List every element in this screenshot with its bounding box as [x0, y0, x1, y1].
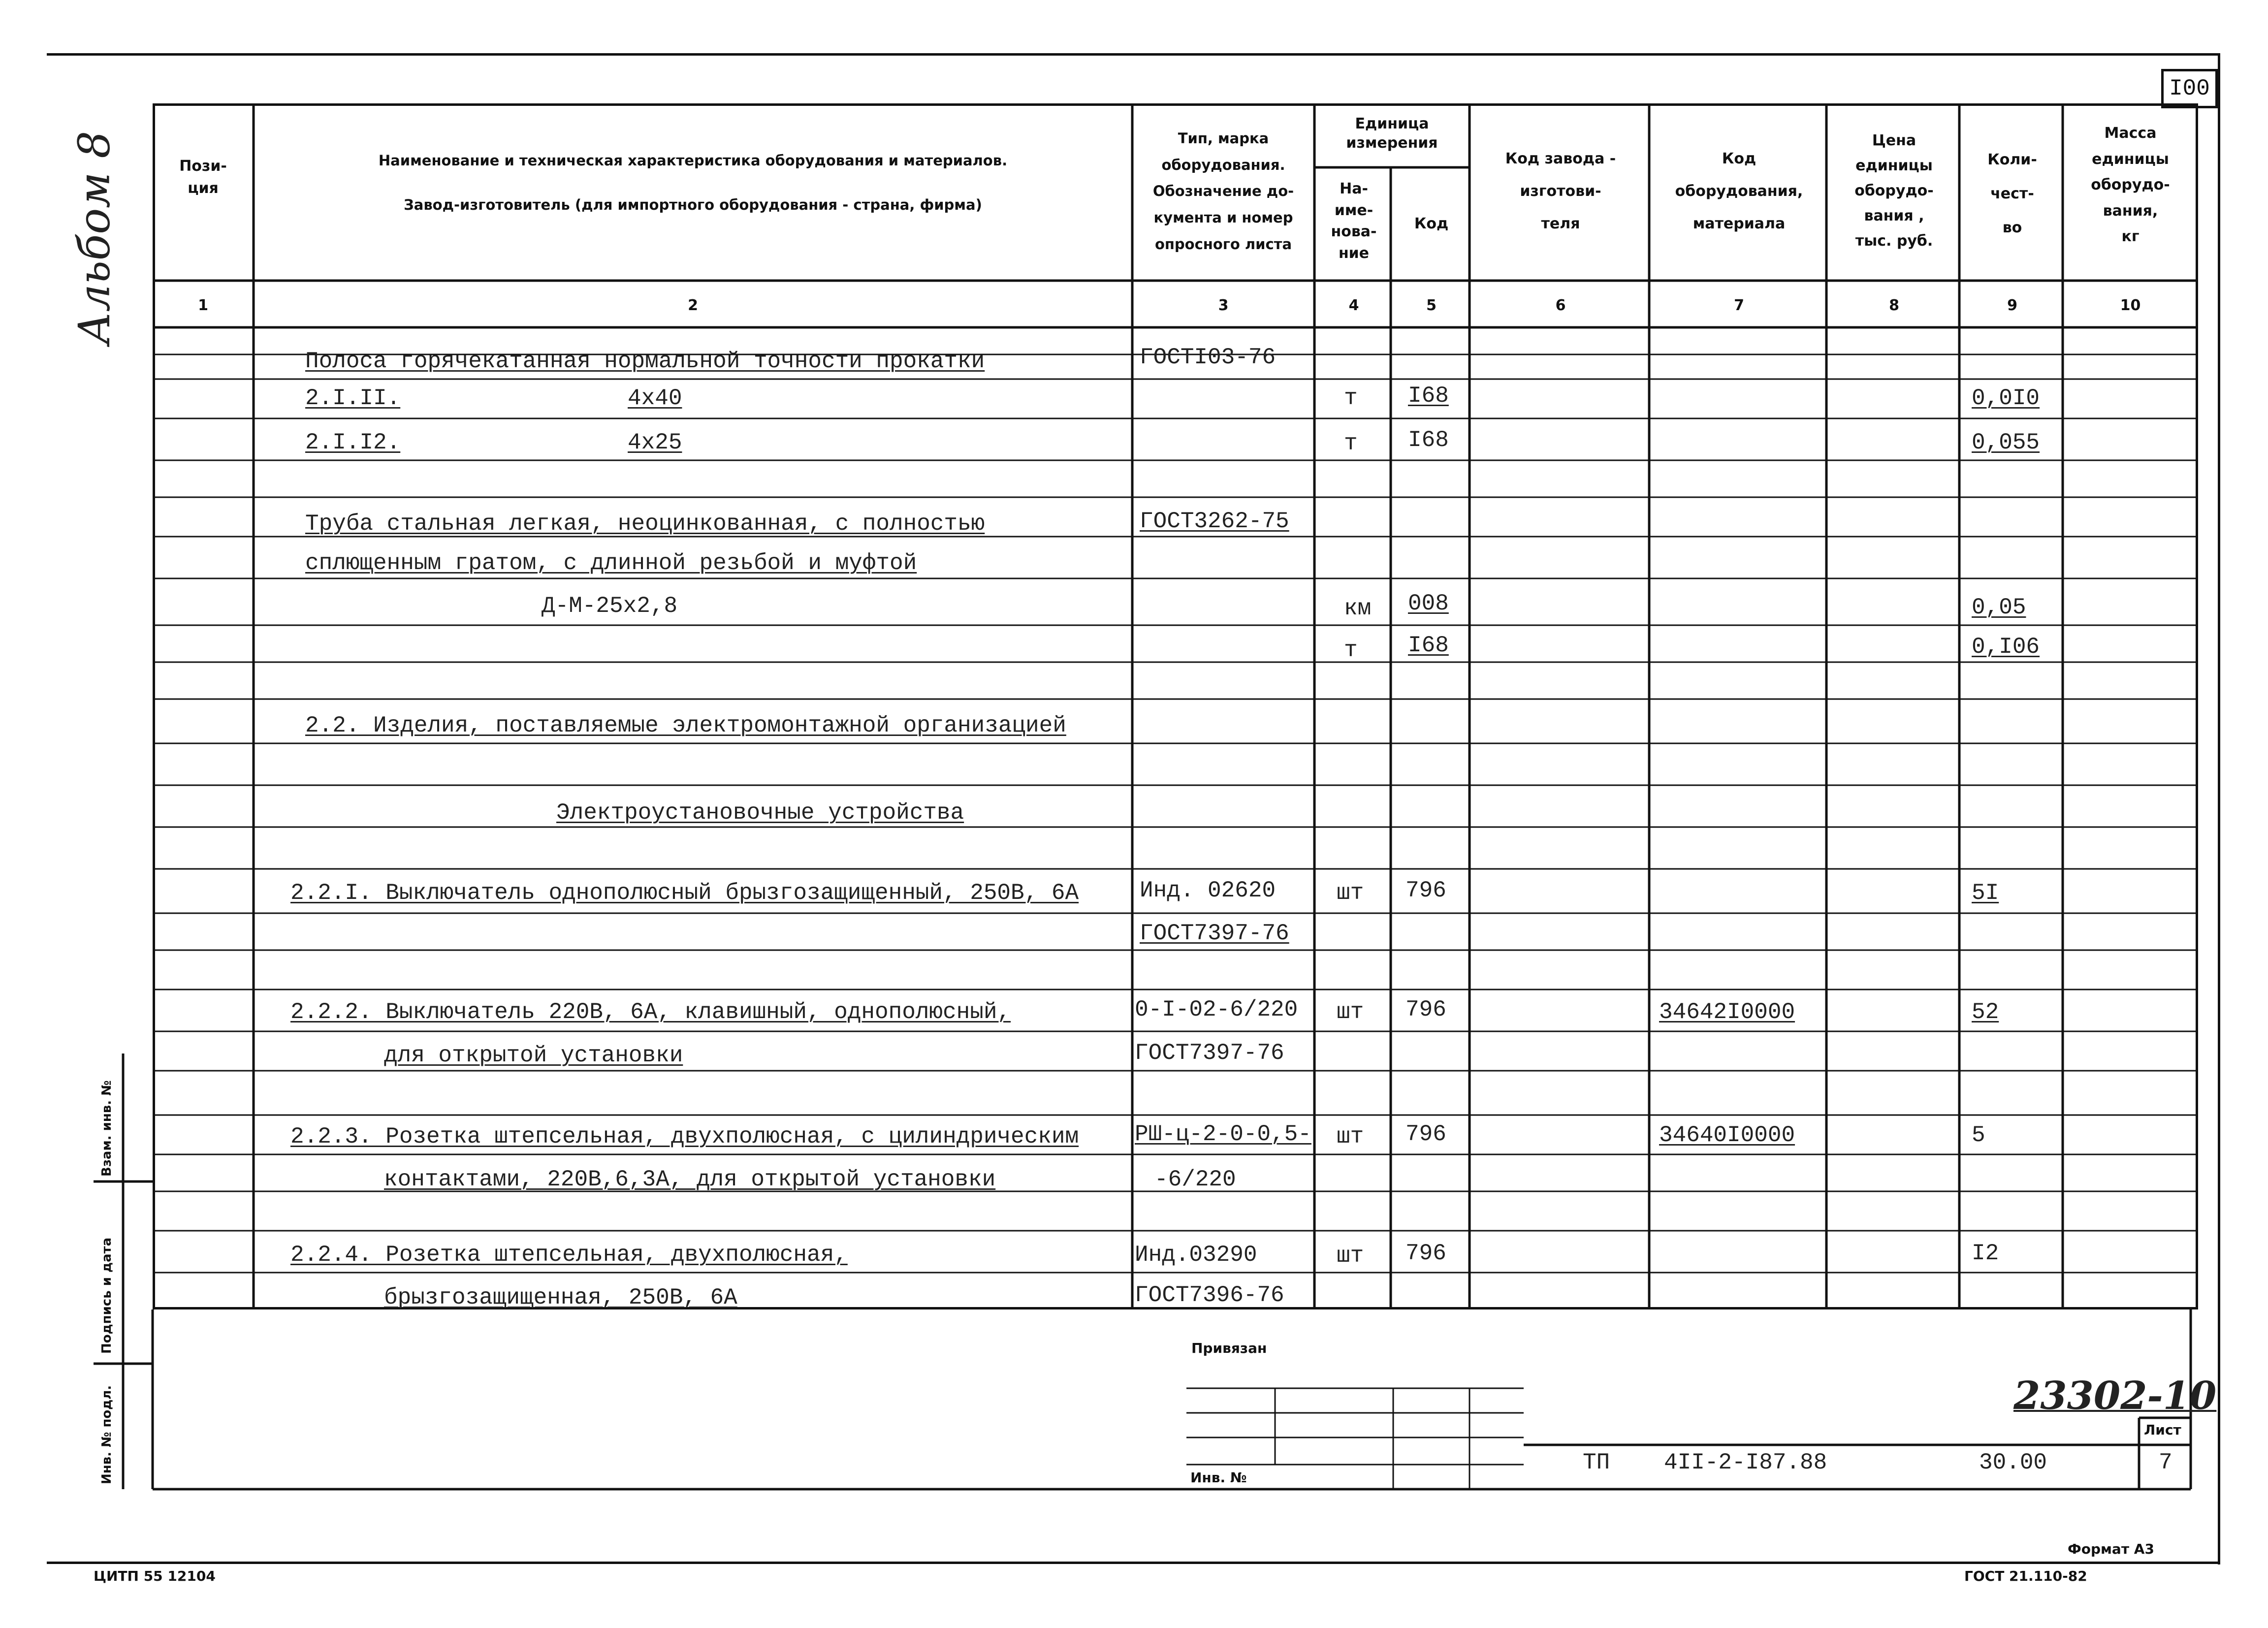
- row-unit: т: [1344, 638, 1358, 663]
- row-quantity: 5I: [1972, 880, 1999, 906]
- row-unit: т: [1344, 431, 1358, 456]
- row-name: 2.2.I. Выключатель однополюсный брызгозащищенный, 250В, 6А: [290, 880, 1079, 906]
- row-name: брызгозащищенная, 250В, 6А: [384, 1285, 737, 1310]
- section-heading: 2.2. Изделия, поставляемые электромонтажной организацией: [305, 713, 1066, 738]
- col-num-7: 7: [1734, 297, 1744, 314]
- row-unit: шт: [1337, 880, 1364, 906]
- row-quantity: 5: [1972, 1122, 1985, 1148]
- row-unit-code: 008: [1408, 591, 1449, 616]
- row-type: ГОСТ3262-75: [1140, 509, 1289, 534]
- row-quantity: 0,055: [1972, 430, 2040, 455]
- col-num-1: 1: [198, 297, 208, 314]
- row-unit: км: [1344, 596, 1372, 621]
- col-num-3: 3: [1218, 297, 1229, 314]
- row-name: 2.2.2. Выключатель 220В, 6А, клавишный, однополюсный,: [290, 999, 1011, 1025]
- row-type: Инд.03290: [1135, 1242, 1257, 1268]
- row-name: Д-М-25x2,8: [542, 593, 678, 619]
- row-equipment-code: 34642I0000: [1659, 999, 1795, 1025]
- header-factory-code: Код завода - изготови- теля: [1505, 150, 1616, 232]
- row-quantity: 0,I06: [1972, 634, 2040, 660]
- side-label-podpis: Подпись и дата: [99, 1237, 114, 1354]
- row-unit-code: I68: [1408, 633, 1449, 658]
- row-name: для открытой установки: [384, 1043, 683, 1068]
- header-name-line2: Завод-изготовитель (для импортного оборудования - страна, фирма): [404, 196, 982, 213]
- album-note: Альбом 8: [69, 130, 120, 345]
- format-label: Формат А3: [2068, 1541, 2154, 1557]
- row-quantity: I2: [1972, 1241, 1999, 1266]
- stamp-inv-label: Инв. №: [1190, 1469, 1247, 1486]
- row-name: Труба стальная легкая, неоцинкованная, с полностью: [305, 511, 985, 537]
- col-num-4: 4: [1348, 297, 1359, 314]
- row-name: контактами, 220В,6,3А, для открытой установки: [384, 1167, 996, 1192]
- row-name: 2.2.3. Розетка штепсельная, двухполюсная, с цилиндрическим: [290, 1124, 1079, 1149]
- row-name: Полоса горячекатанная нормальной точности прокатки: [305, 349, 985, 374]
- header-unit-code: Код: [1414, 215, 1449, 232]
- row-unit-code: I68: [1408, 427, 1449, 453]
- col-num-8: 8: [1889, 297, 1899, 314]
- col-num-10: 10: [2120, 297, 2141, 314]
- doc-prefix: ТП: [1583, 1450, 1610, 1475]
- stamp-attached-label: Привязан: [1191, 1340, 1267, 1356]
- row-type: -6/220: [1154, 1167, 1236, 1192]
- col-num-2: 2: [688, 297, 698, 314]
- header-equipment-code: Код оборудования, материала: [1675, 150, 1803, 232]
- side-label-vzam: Взам. инв. №: [99, 1080, 114, 1177]
- row-unit: шт: [1337, 1243, 1364, 1269]
- row-type: ГОСТI03-76: [1140, 345, 1276, 370]
- bottom-left-code: ЦИТП 55 12104: [94, 1568, 216, 1584]
- gost-label: ГОСТ 21.110-82: [1964, 1568, 2087, 1584]
- side-label-inv-podl: Инв. № подл.: [99, 1385, 114, 1484]
- row-type: 0-I-02-6/220: [1135, 997, 1298, 1022]
- row-quantity: 0,0I0: [1972, 385, 2040, 411]
- row-type: РШ-ц-2-0-0,5-: [1135, 1121, 1311, 1147]
- row-type: ГОСТ7397-76: [1135, 1040, 1284, 1066]
- row-type: Инд. 02620: [1140, 878, 1276, 903]
- row-name: сплющенным гратом, с длинной резьбой и муфтой: [305, 550, 917, 576]
- row-type: ГОСТ7396-76: [1135, 1282, 1284, 1308]
- header-name-line1: Наименование и техническая характеристика оборудования и материалов.: [378, 152, 1008, 169]
- header-unit-name: На- име- нова- ние: [1331, 180, 1377, 262]
- header-unit-group: Единица измерения: [1346, 115, 1438, 152]
- row-unit: шт: [1337, 1124, 1364, 1149]
- header-quantity: Коли- чест- во: [1987, 151, 2037, 236]
- row-unit-code: 796: [1406, 997, 1446, 1022]
- row-name: 4x40: [628, 385, 682, 411]
- header-mass: Масса единицы оборудо- вания, кг: [2091, 125, 2170, 245]
- row-unit-code: 796: [1406, 878, 1446, 903]
- row-position: 2.I.II.: [305, 385, 401, 411]
- row-type: ГОСТ7397-76: [1140, 921, 1289, 946]
- doc-section: 30.00: [1979, 1450, 2047, 1475]
- row-equipment-code: 34640I0000: [1659, 1122, 1795, 1148]
- row-unit-code: I68: [1408, 383, 1449, 409]
- doc-code: 4II-2-I87.88: [1664, 1450, 1827, 1475]
- col-num-6: 6: [1555, 297, 1566, 314]
- col-num-9: 9: [2007, 297, 2017, 314]
- row-name: 4x25: [628, 430, 682, 455]
- row-position: 2.I.I2.: [305, 430, 401, 455]
- row-quantity: 52: [1972, 999, 1999, 1025]
- col-num-5: 5: [1426, 297, 1437, 314]
- sheet-number: 7: [2159, 1450, 2172, 1475]
- page-number: I00: [2161, 69, 2218, 108]
- row-name: 2.2.4. Розетка штепсельная, двухполюсная,: [290, 1242, 848, 1268]
- row-unit: шт: [1337, 999, 1364, 1025]
- row-unit-code: 796: [1406, 1241, 1446, 1266]
- header-position: Пози- ция: [179, 158, 227, 197]
- sheet-label: Лист: [2144, 1422, 2181, 1438]
- row-quantity: 0,05: [1972, 595, 2026, 620]
- header-price: Цена единицы оборудо- вания , тыс. руб.: [1854, 132, 1934, 250]
- row-unit: т: [1344, 385, 1358, 411]
- row-unit-code: 796: [1406, 1121, 1446, 1147]
- header-type: Тип, марка оборудования. Обозначение до- кумента и номер опросного листа: [1152, 130, 1294, 253]
- subsection-heading: Электроустановочные устройства: [556, 800, 964, 826]
- archive-number: 23302-10: [2013, 1373, 2217, 1418]
